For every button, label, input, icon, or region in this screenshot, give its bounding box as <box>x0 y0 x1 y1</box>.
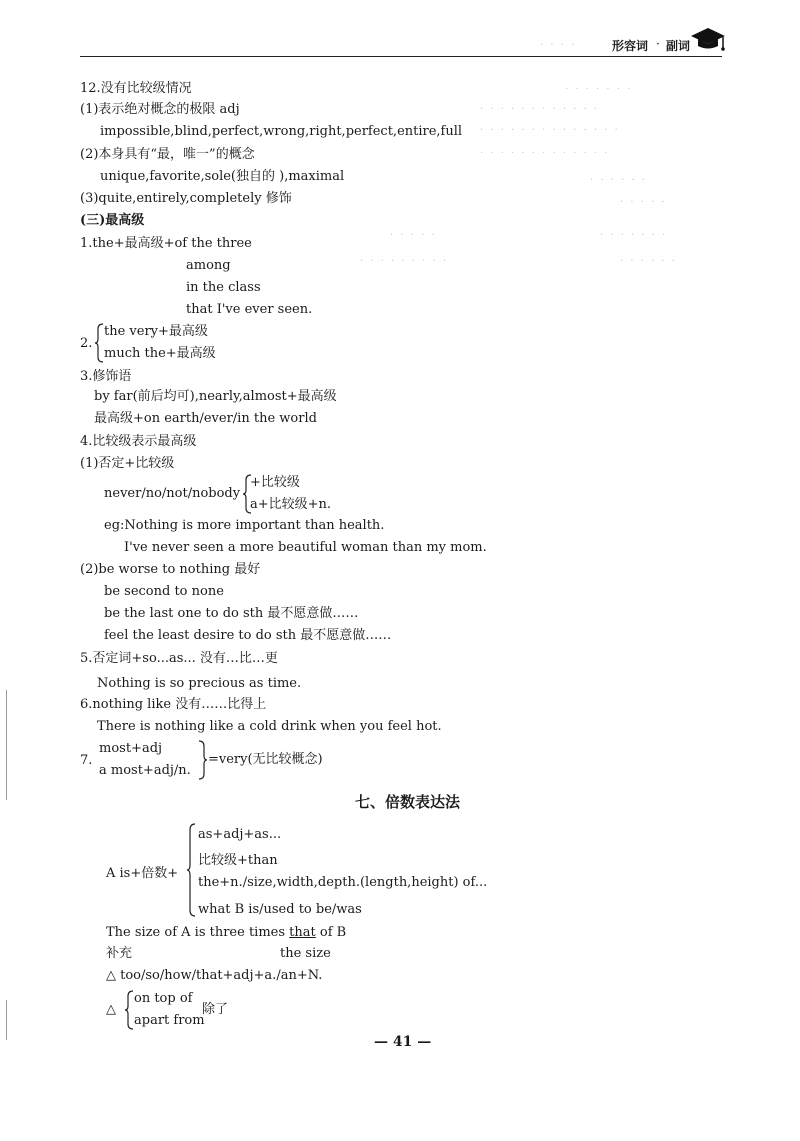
triangle-symbol: △ <box>106 1002 116 1017</box>
point4-example2: I've never seen a more beautiful woman than my mom. <box>124 540 487 555</box>
header-right-label: 副词 <box>666 39 691 53</box>
bleed-through-text: · · · · · · · · · · · · <box>480 104 600 115</box>
point2-very: the very+最高级 <box>104 324 208 339</box>
multiples-example-pre: The size of A is three times <box>106 925 290 940</box>
point4-sub2-a: be second to none <box>104 584 224 599</box>
s12-item2-words: unique,favorite,sole(独自的 ),maximal <box>100 169 345 184</box>
graduation-cap-icon <box>690 26 726 54</box>
point1-in-class: in the class <box>186 280 261 295</box>
on-top-of: on top of <box>134 991 193 1006</box>
point3-title: 3.修饰语 <box>80 369 132 384</box>
superlative-heading: (三)最高级 <box>80 213 145 228</box>
multiples-example-post: of B <box>315 925 347 940</box>
multiples-what-b-is: what B is/used to be/was <box>198 902 362 917</box>
scan-edge-mark <box>6 1000 7 1040</box>
point5-title: 5.否定词+so...as... 没有…比…更 <box>80 651 278 666</box>
point3-line-b: 最高级+on earth/ever/in the world <box>94 411 317 426</box>
header-left-label: 形容词 <box>612 39 649 53</box>
bleed-through-text: · · · · · · · · · <box>360 256 449 267</box>
point4-sub2-c: feel the least desire to do sth 最不愿意做…… <box>104 628 392 643</box>
faint-header-ornament: · · · · <box>540 40 577 51</box>
point2-number: 2. <box>80 336 93 351</box>
left-brace <box>94 323 104 363</box>
multiples-comparative-than: 比较级+than <box>198 853 278 868</box>
apart-from: apart from <box>134 1013 205 1028</box>
multiples-the-n-of: the+n./size,width,depth.(length,height) of... <box>198 875 488 890</box>
point4-plus-comparative: +比较级 <box>250 475 300 490</box>
point1-among: among <box>186 258 231 273</box>
point4-sub1: (1)否定+比较级 <box>80 456 175 471</box>
multiples-section-title: 七、倍数表达法 <box>355 793 461 811</box>
s12-item1-words: impossible,blind,perfect,wrong,right,perfect,entire,full <box>100 124 463 139</box>
point4-a-comparative: a+比较级+n. <box>250 497 332 512</box>
multiples-example-that: that <box>289 925 316 940</box>
point7-a-most: a most+adj/n. <box>99 763 191 778</box>
bleed-through-text: · · · · · · <box>590 175 647 186</box>
multiples-example <box>106 925 346 941</box>
point1-ever-seen: that I've ever seen. <box>186 302 313 317</box>
multiples-as-adj-as: as+adj+as... <box>198 827 282 842</box>
left-brace <box>186 823 196 917</box>
point4-example1: eg:Nothing is more important than health. <box>104 518 385 533</box>
bleed-through-text: · · · · · · <box>620 256 677 267</box>
point6-example: There is nothing like a cold drink when you feel hot. <box>97 719 442 734</box>
s12-item1: (1)表示绝对概念的极限 adj <box>80 102 240 117</box>
multiples-lhs: A is+倍数+ <box>106 866 179 881</box>
scan-edge-mark <box>6 690 7 800</box>
point4-sub2: (2)be worse to nothing 最好 <box>80 562 261 577</box>
besides-meaning: 除了 <box>202 1002 229 1017</box>
supplement-label: 补充 <box>106 946 133 961</box>
point7-most-adj: most+adj <box>99 741 163 756</box>
point7-very: =very(无比较概念) <box>208 752 323 767</box>
point4-never-list: never/no/not/nobody <box>104 486 241 501</box>
page-header <box>0 0 800 60</box>
point4-title: 4.比较级表示最高级 <box>80 434 197 449</box>
point3-line-a: by far(前后均可),nearly,almost+最高级 <box>94 389 337 404</box>
point2-much: much the+最高级 <box>104 346 216 361</box>
bleed-through-text: · · · · · · · · · · · · · · <box>480 125 620 136</box>
bleed-through-text: · · · · · · · <box>565 84 633 95</box>
bleed-through-text: · · · · · · · · · · · · · <box>480 148 610 159</box>
s12-item2: (2)本身具有“最，唯一”的概念 <box>80 147 255 162</box>
the-size-note: the size <box>280 946 331 961</box>
left-brace <box>124 990 134 1030</box>
point5-example: Nothing is so precious as time. <box>97 676 302 691</box>
s12-item3: (3)quite,entirely,completely 修饰 <box>80 191 292 206</box>
bleed-through-text: · · · · · <box>390 230 437 241</box>
page-number: — 41 — <box>374 1034 432 1050</box>
header-rule <box>80 56 722 57</box>
right-brace <box>198 740 208 780</box>
point7-number: 7. <box>80 753 93 768</box>
point1-main: 1.the+最高级+of the three <box>80 236 252 251</box>
triangle-note-1: △ too/so/how/that+adj+a./an+N. <box>106 968 323 983</box>
bleed-through-text: · · · · · · · <box>600 230 668 241</box>
header-separator: · <box>656 37 660 51</box>
point6-title: 6.nothing like 没有……比得上 <box>80 697 267 712</box>
s12-title: 12.没有比较级情况 <box>80 81 192 96</box>
point4-sub2-b: be the last one to do sth 最不愿意做…… <box>104 606 359 621</box>
bleed-through-text: · · · · · <box>620 197 667 208</box>
